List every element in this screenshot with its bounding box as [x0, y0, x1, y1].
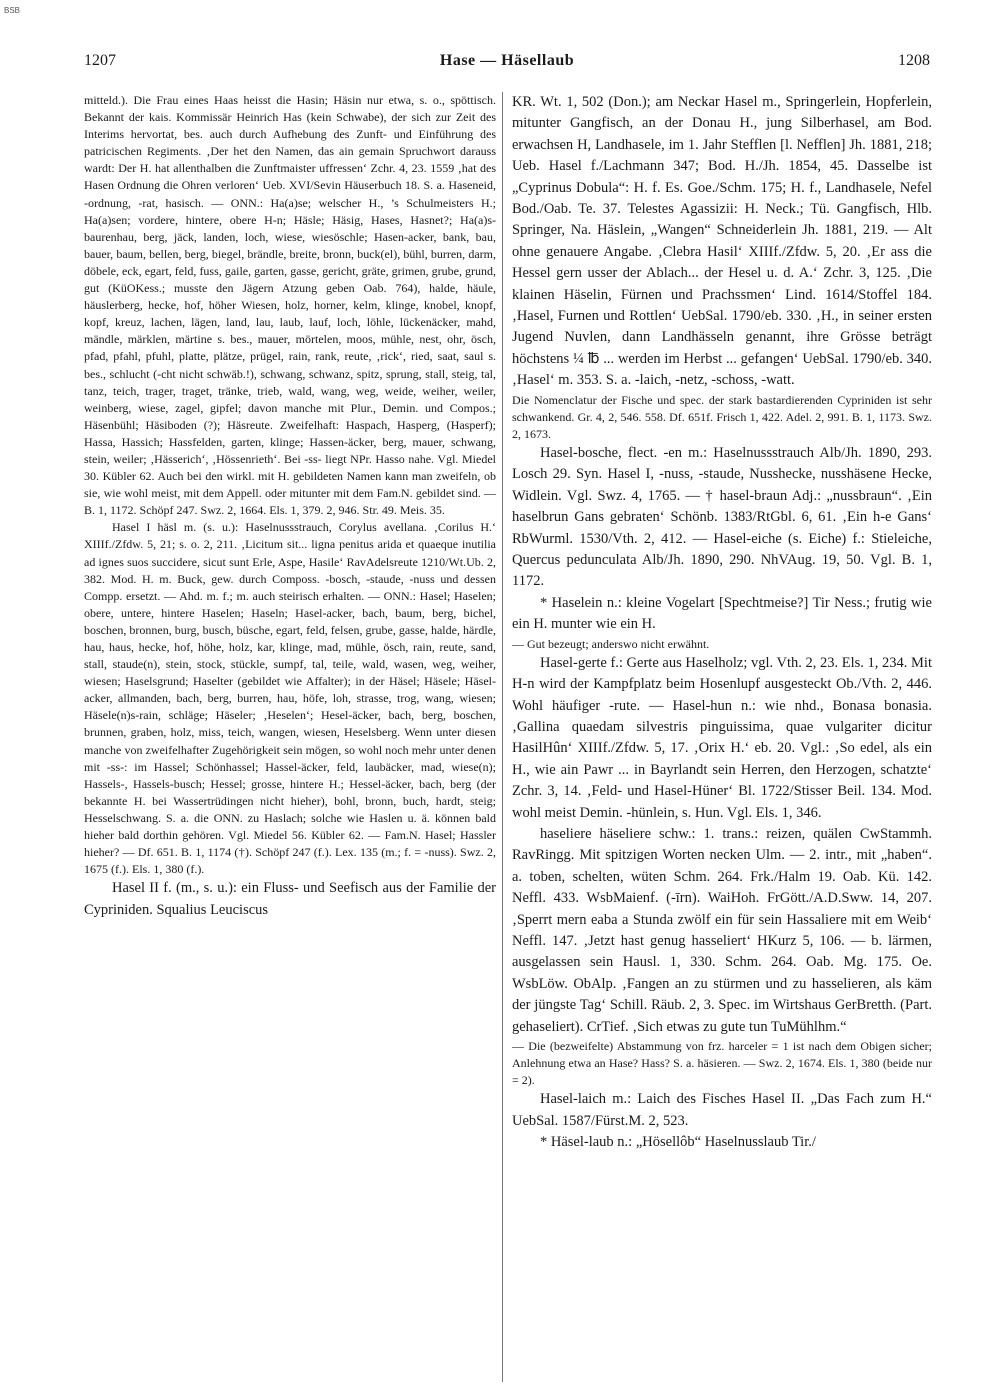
- library-stamp: BSB: [4, 6, 21, 15]
- entry-haselein-note: — Gut bezeugt; anderswo nicht erwähnt.: [512, 636, 710, 651]
- entry-hasel-bosche: Hasel-bosche, flect. -en m.: Haselnussstrauch Alb/Jh. 1890, 293. Losch 29. Syn. Hasel I, -nuss, -staude, Nusshecke, nusshäsene Hecke, Widlein. Vgl. Swz. 4, 1765. — † hasel-braun Adj.: „nussbraun“. ‚Ein haselbrun Gans gebraten‘ Schönb. 1383/RtGbl. 6, 61. ‚Ein h-e Gans‘ RbWurml. 1530/Vth. 2, 412. — Hasel-eiche (s. Eiche) f.: Stieleiche, Quercus pedunculata Alb/Jh. 1890, 290. NhVAug. 19, 50. Vgl. B. 1, 1172.: [512, 444, 932, 590]
- entry-haseliere: haseliere häseliere schw.: 1. trans.: reizen, quälen CwStammh. RavRingg. Mit spitzigen Worten necken Ulm. — 2. intr., mit „haben“. a. toben, schelten, wüten Schm. 264. Frk./Halm 19. Oab. Kü. 142. Neffl. 433. WsbMaienf. (-īrn). WaiHoh. FrGött./A.D.Sww. 14, 207. ‚Sperrt mern eaba a Stunda zwölf ein für sein Hassaliere mit em Weib‘ Neffl. 147. ‚Jetzt hast genug hasseliert‘ HKurz 5, 106. — b. lärmen, ausgelassen sein Hausl. 1, 330. Schm. 264. Oab. Mg. 175. Oe. WsbLöw. ObAlp. ‚Fangen an zu stürmen und zu hasselieren, als käm der jüngste Tag‘ Schill. Räub. 2, 3. Spec. im Wirtshaus GerBretth. (Part. gehaseliert). CrTief. ‚Sich etwas zu gute tun TuMühlhm.“: [512, 825, 932, 1035]
- left-page-number: 1207: [84, 52, 116, 69]
- right-column: [512, 92, 932, 1154]
- entry-hasel-ii-note: Die Nomenclatur der Fische und spec. der stark bastardierenden Cypriniden ist sehr schwankend. Gr. 4, 2, 546. 558. Df. 651f. Frisch 1, 422. Adel. 2, 991. B. 1, 1173. Swz. 2, 1673.: [512, 392, 932, 441]
- entry-haseliere-note: — Die (bezweifelte) Abstammung von frz. harceler = 1 ist nach dem Obigen sicher; Anlehnung etwa an Hase? Hass? S. a. häsieren. — Swz. 2, 1674. Els. 1, 380 (beide nur = 2).: [512, 1039, 932, 1088]
- entry-hasel-laich: Hasel-laich m.: Laich des Fisches Hasel II. „Das Fach zum H.“ UebSal. 1587/Fürst.M. 2, 523.: [512, 1091, 932, 1129]
- entry-hasel-laub: * Häsel-laub n.: „Hösellôb“ Haselnusslaub Tir./: [540, 1134, 816, 1151]
- entry-hasel-gerte: Hasel-gerte f.: Gerte aus Haselholz; vgl. Vth. 2, 23. Els. 1, 234. Mit H-n wird der Kampfplatz beim Hosenlupf ausgesteckt Ob./Vth. 2, 446. Wohl häufiger -rute. — Hasel-hun n.: wie nhd., Bonasa bonasia. ‚Gallina quaedam silvestris pinguissima, quae vulgariter dicitur HasilHûn‘ XIIIf./Zfdw. 5, 17. ‚Orix H.‘ eb. 20. Vgl.: ‚So edel, als ein H., wie ain Pawr ... in Bayrlandt sein Herren, den Herzogen, schatzte‘ Zchr. 3, 14. ‚Feld- und Hasel-Hüner‘ Bl. 1722/Stisser Beil. 134. Mod. wohl meist Demin. -hünlein, s. Hun. Vgl. Els. 1, 346.: [512, 654, 932, 821]
- running-header: [84, 52, 930, 76]
- entry-hase-continuation: mitteld.). Die Frau eines Haas heisst die Hasin; Häsin nur etwa, s. o., spöttisch. Bekannt der kais. Kommissär Heinrich Has (kein Schwabe), der sich zur Zeit des Interims hervortat, bes. auch durch Aufhebung des Zunft- und Einführung des patricischen Regiments. ‚Der het den Namen, das ain gemain Spruchwort darauss wardt: Der H. hat allenthalben die Zunftmaister uffressen‘ Zchr. 4, 23. 1559 ‚hat des Hasen Ordnung die Ohren verloren‘ Ueb. XVI/Sevin Häuserbuch 18. S. a. Haseneid, -ordnung, -rat, hasisch. — ONN.: Ha(a)se; welscher H., ’s Schulmeisters H.; Ha(a)sen; vordere, hintere, obere H-n; Häsle; Häsig, Hases, Hasnet?; Ha(a)s-baurenhau, berg, jäck, landen, loch, wiese, wiesöschle; Hasen-acker, bank, bau, bauer, baum, bellen, berg, biegel, brändle, breite, bronn, buck(el), bühl, burren, darm, döbele, eck, egart, feld, fuss, gaile, garten, gasse, gericht, gräte, grimen, grube, grund, gut (KüOKess.; musste den Jägern Atzung geben Oab. 764), halde, häule, häuslerberg, hecke, hof, höher Wiesen, holz, horner, kelm, klinge, knobel, knopf, kopf, kreuz, lachen, lägen, land, lau, laub, lauf, loch, löhle, lückenäcker, mahd, mändle, märklen, märtine s. bes., mauer, mörtelen, moos, mühle, nest, ohr, ösch, pfad, pfahl, pfuhl, platte, plätze, prügel, rain, rank, reute, ‚rick‘, ried, saat, saul s. bes., schlucht (-cht nicht schwäb.!), schwang, schwanz, spitz, sprung, stall, steig, tal, tanz, teich, trager, traget, tränke, trieb, wald, wang, weg, weide, weiher, weiler, weinberg, wiese, zagel, gipfel; davon manche mit Plur., Demin. und Compos.; Häsenbühl; Häsiboden (?); Häsreute. Zweifelhaft: Haspach, Hasperg, (Hasperf); Hassa, Hassich; Hassfelden, garten, klinge; Hassen-äcker, berg, mauer, schwang, stein, weiler; ‚Hässerich‘, ‚Hössenrieth‘. Bei -ss- liegt NPr. Hasso nahe. Vgl. Miedel 30. Kübler 62. Auch bei den wirkl. mit H. gebildeten Namen kann man zweifeln, ob sie, wie wohl meist, mit dem Appell. oder mitunter mit dem Fam.N. gebildet sind. — B. 1, 1172. Schöpf 247. Swz. 2, 1664. Els. 1, 379. 2, 946. Str. 49. Meis. 35.: [84, 93, 496, 518]
- running-title: Hase — Häsellaub: [439, 52, 575, 69]
- entry-haselein: * Haselein n.: kleine Vogelart [Spechtmeise?] Tir Ness.; frutig wie ein H. munter wie ein H.: [512, 594, 932, 633]
- left-column: [84, 92, 496, 921]
- entry-hasel-i: Hasel I häsl m. (s. u.): Haselnussstrauch, Corylus avellana. ‚Corilus H.‘ XIIIf./Zfdw. 5, 21; s. o. 2, 211. ‚Licitum sit... ligna penitus arida et quaeque inutilia ad ignes suos succidere, sicut sunt Erle, Aspe, Hasile‘ RavAdelsreute 1210/Wt.Ub. 2, 382. Mod. H. m. Buck, gew. durch Composs. -bosch, -staude, -nuss und dessen Compp. ersetzt. — Ahd. m. f.; m. auch steirisch erhalten. — ONN.: Hasel; Haselen; obere, untere, hintere Haselen; Haseln; Hasel-acker, bach, baum, berg, bichel, boschen, bronnen, burg, busch, büsche, egart, feld, felsen, grube, gasse, halde, härdle, hau, haus, hecke, hof, höhe, holz, kar, klinge, mad, mühle, ösch, rain, reute, sand, stall, staude(n), stein, stock, stückle, sumpf, tal, teile, wald, wasen, weg, weiher, wiesen; Haselsgrund; Haselter (gebildet wie Affalter); in der Häsel; Häsele; Häsel-acker, allmanden, bach, berg, burren, hau, höfe, loh, strasse, trog, wang, wiesen; Häsele(n)s-rain, schläge; Häseler; ‚Heselen‘; Hesel-äcker, bach, berg, boschen, brunnen, graben, holz, miss, teich, wangen, wiesen, Heselsberg. Wenn unter diesen manche von zweifelhafter Zugehörigkeit sein mögen, so wohl noch mehr unter denen mit -ss-: im Hassel; Schönhassel; Hassel-äcker, feld, laubäcker, mad, wiese(n); Hassels-, Hassels-busch; Hessel; grosse, hintere H.; Hessel-äcker, bach, berg (der bekannte H. bei Wassertrüdingen nicht hieher), bohl, bronn, buch, hardt, steig; Hesselschwang. S. a. die ONN. zu Haslach; solche wie Haslen u. ä. können bald hieher bald dorthin gehören. Vgl. Miedel 56. Kübler 62. — Fam.N. Hasel; Hassler hieher? — Df. 651. B. 1, 1174 (†). Schöpf 247 (f.). Lex. 135 (m.; f. = -nuss). Swz. 2, 1675 (f.). Els. 1, 380 (f.).: [84, 520, 496, 877]
- right-page-number: 1208: [898, 52, 930, 69]
- entry-hasel-ii-continuation: KR. Wt. 1, 502 (Don.); am Neckar Hasel m., Springerlein, Hopferlein, mitunter Gangfisch, an der Donau H., jung Silberhasel, am Bod. erwachsen H, Landhasele, im 1. Jahr Stefflen [l. Nefflen] Jh. 1881, 218; Ueb. Hasel f./Lachmann 347; Bod. H./Jh. 1854, 45. Dasselbe ist „Cyprinus Dobula“: H. f. Es. Goe./Schm. 175; H. f., Landhasele, Nefel Bod./Oab. Te. 37. Telestes Agassizii: H. Neck.; Tü. Gangfisch, Hlb. Springer, Na. Häslein, „Wangen“ Schneiderlein Jh. 1881, 219. — Alt ohne genauere Angabe. ‚Clebra Hasil‘ XIIIf./Zfdw. 5, 20. ‚Er ass die Hessel gern usser der Ablach... der Hesel u. d. A.‘ Zchr. 3, 125. ‚Die klainen Häselin, Fürnen und Prachssmen‘ Lind. 1614/Stoffel 184. ‚Hasel, Furnen und Rottlen‘ UebSal. 1790/eb. 330. ‚H., in seiner ersten Jugend Nuvlen, dann Landhässeln genannt, ihre Grösse beträgt höchstens ¼ ℔ ... werden im Herbst ... gefangen‘ UebSal. 1790/eb. 340. ‚Hasel‘ m. 353. S. a. -laich, -netz, -schoss, -watt.: [512, 94, 932, 389]
- entry-hasel-ii: Hasel II f. (m., s. u.): ein Fluss- und Seefisch aus der Familie der Cypriniden. Squalius Leuciscus: [84, 880, 496, 918]
- column-divider: [502, 92, 503, 1382]
